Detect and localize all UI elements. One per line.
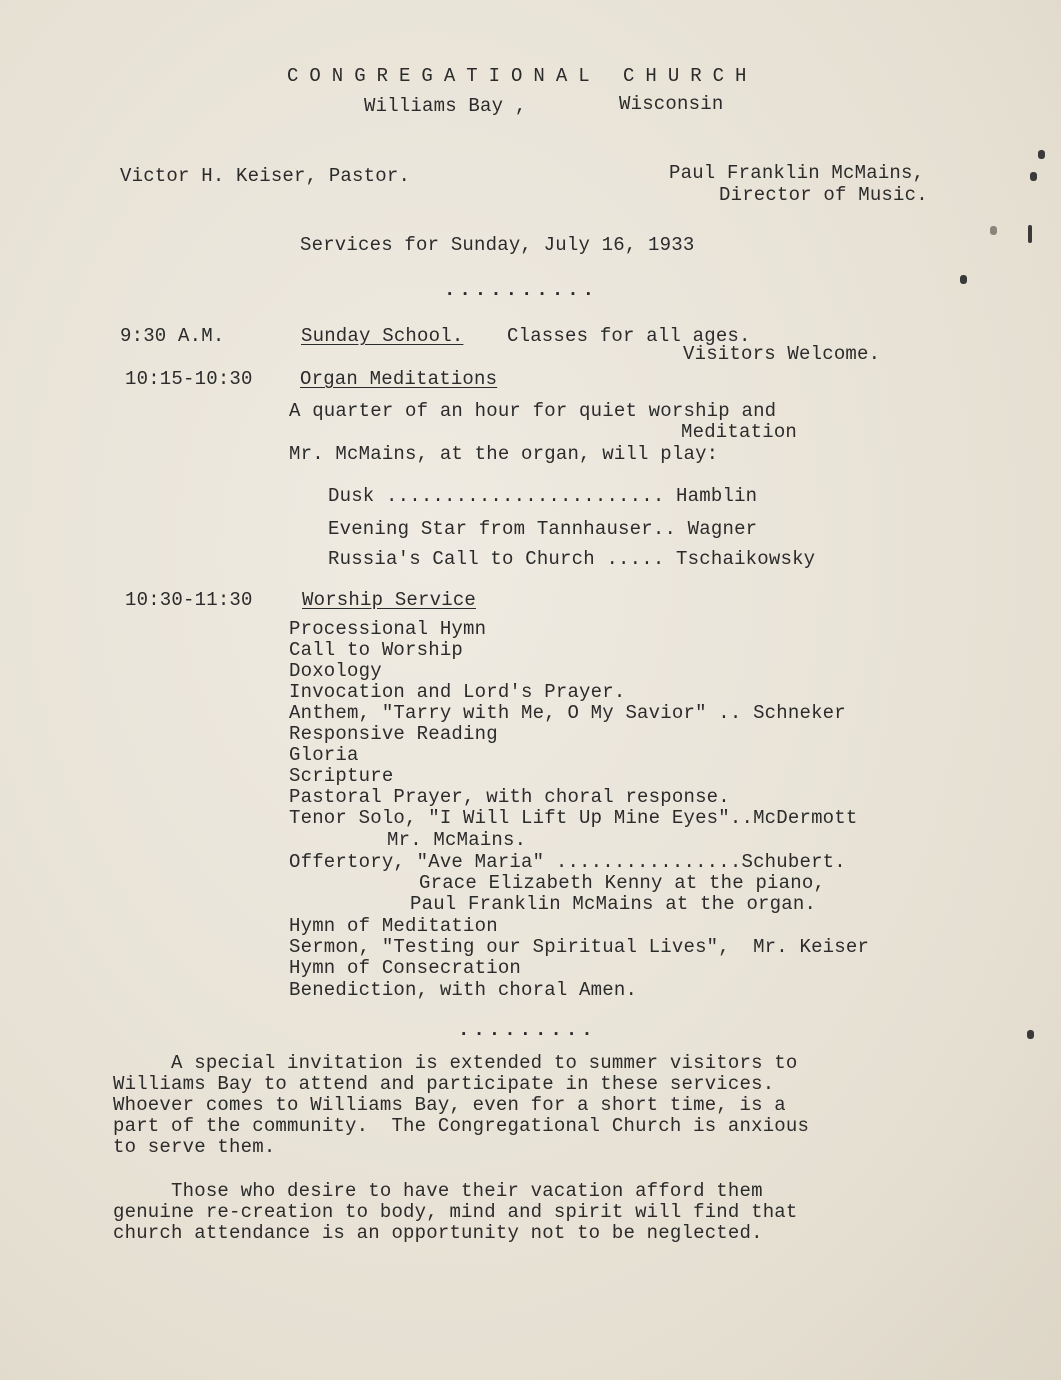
paper-mark (990, 226, 997, 235)
music-director-title: Director of Music. (719, 184, 928, 206)
sunday-school-desc: Classes for all ages. (507, 325, 751, 347)
pastor-name: Victor H. Keiser, Pastor. (120, 165, 411, 187)
location-city: Williams Bay , (364, 95, 527, 117)
closing-line: to serve them. (113, 1136, 276, 1158)
worship-time: 10:30-11:30 (125, 589, 253, 611)
paper-mark (1027, 1030, 1034, 1039)
worship-title: Worship Service (302, 589, 477, 611)
order-item-note: Mr. McMains. (387, 829, 527, 851)
sunday-school-welcome: Visitors Welcome. (683, 343, 881, 365)
order-item: Scripture (289, 765, 394, 787)
separator-dots: ......... (458, 1019, 597, 1041)
closing-line: part of the community. The Congregational Church is anxious (113, 1115, 810, 1137)
order-item: Offertory, "Ave Maria" ................Schubert. (289, 851, 846, 873)
closing-line: A special invitation is extended to summer visitors to (113, 1052, 798, 1074)
organ-title: Organ Meditations (300, 368, 498, 390)
order-item: Processional Hymn (289, 618, 487, 640)
organ-piece: Evening Star from Tannhauser.. Wagner (328, 518, 758, 540)
order-item: Invocation and Lord's Prayer. (289, 681, 626, 703)
music-director-name: Paul Franklin McMains, (669, 162, 925, 184)
paper-mark (960, 275, 967, 284)
order-item: Tenor Solo, "I Will Lift Up Mine Eyes"..McDermott (289, 807, 858, 829)
order-item: Benediction, with choral Amen. (289, 979, 638, 1001)
order-item: Pastoral Prayer, with choral response. (289, 786, 730, 808)
closing-line: genuine re-creation to body, mind and spirit will find that (113, 1201, 798, 1223)
closing-line: Those who desire to have their vacation afford them (113, 1180, 763, 1202)
order-item: Hymn of Consecration (289, 957, 522, 979)
order-item: Sermon, "Testing our Spiritual Lives", Mr. Keiser (289, 936, 870, 958)
paper-mark (1038, 150, 1045, 159)
order-item: Call to Worship (289, 639, 464, 661)
organ-desc-3: Mr. McMains, at the organ, will play: (289, 443, 719, 465)
order-item: Hymn of Meditation (289, 915, 498, 937)
services-date: Services for Sunday, July 16, 1933 (300, 234, 695, 256)
closing-line: church attendance is an opportunity not to be neglected. (113, 1222, 763, 1244)
location-state: Wisconsin (619, 93, 724, 115)
organ-time: 10:15-10:30 (125, 368, 253, 390)
paper-mark (1030, 172, 1037, 181)
order-item: Gloria (289, 744, 359, 766)
organ-piece: Russia's Call to Church ..... Tschaikowsky (328, 548, 816, 570)
order-item-note: Paul Franklin McMains at the organ. (410, 893, 817, 915)
church-name: CONGREGATIONAL CHURCH (287, 65, 758, 87)
sunday-school-title: Sunday School. (301, 325, 464, 347)
order-item: Anthem, "Tarry with Me, O My Savior" .. Schneker (289, 702, 846, 724)
organ-desc-2: Meditation (681, 421, 798, 443)
paper-mark (1028, 225, 1032, 243)
order-item: Doxology (289, 660, 382, 682)
organ-piece: Dusk ........................ Hamblin (328, 485, 758, 507)
closing-line: Williams Bay to attend and participate in these services. (113, 1073, 775, 1095)
closing-line: Whoever comes to Williams Bay, even for a short time, is a (113, 1094, 786, 1116)
organ-desc-1: A quarter of an hour for quiet worship and (289, 400, 777, 422)
sunday-school-time: 9:30 A.M. (120, 325, 225, 347)
order-item: Responsive Reading (289, 723, 498, 745)
order-item-note: Grace Elizabeth Kenny at the piano, (419, 872, 826, 894)
separator-dots: .......... (444, 279, 599, 301)
